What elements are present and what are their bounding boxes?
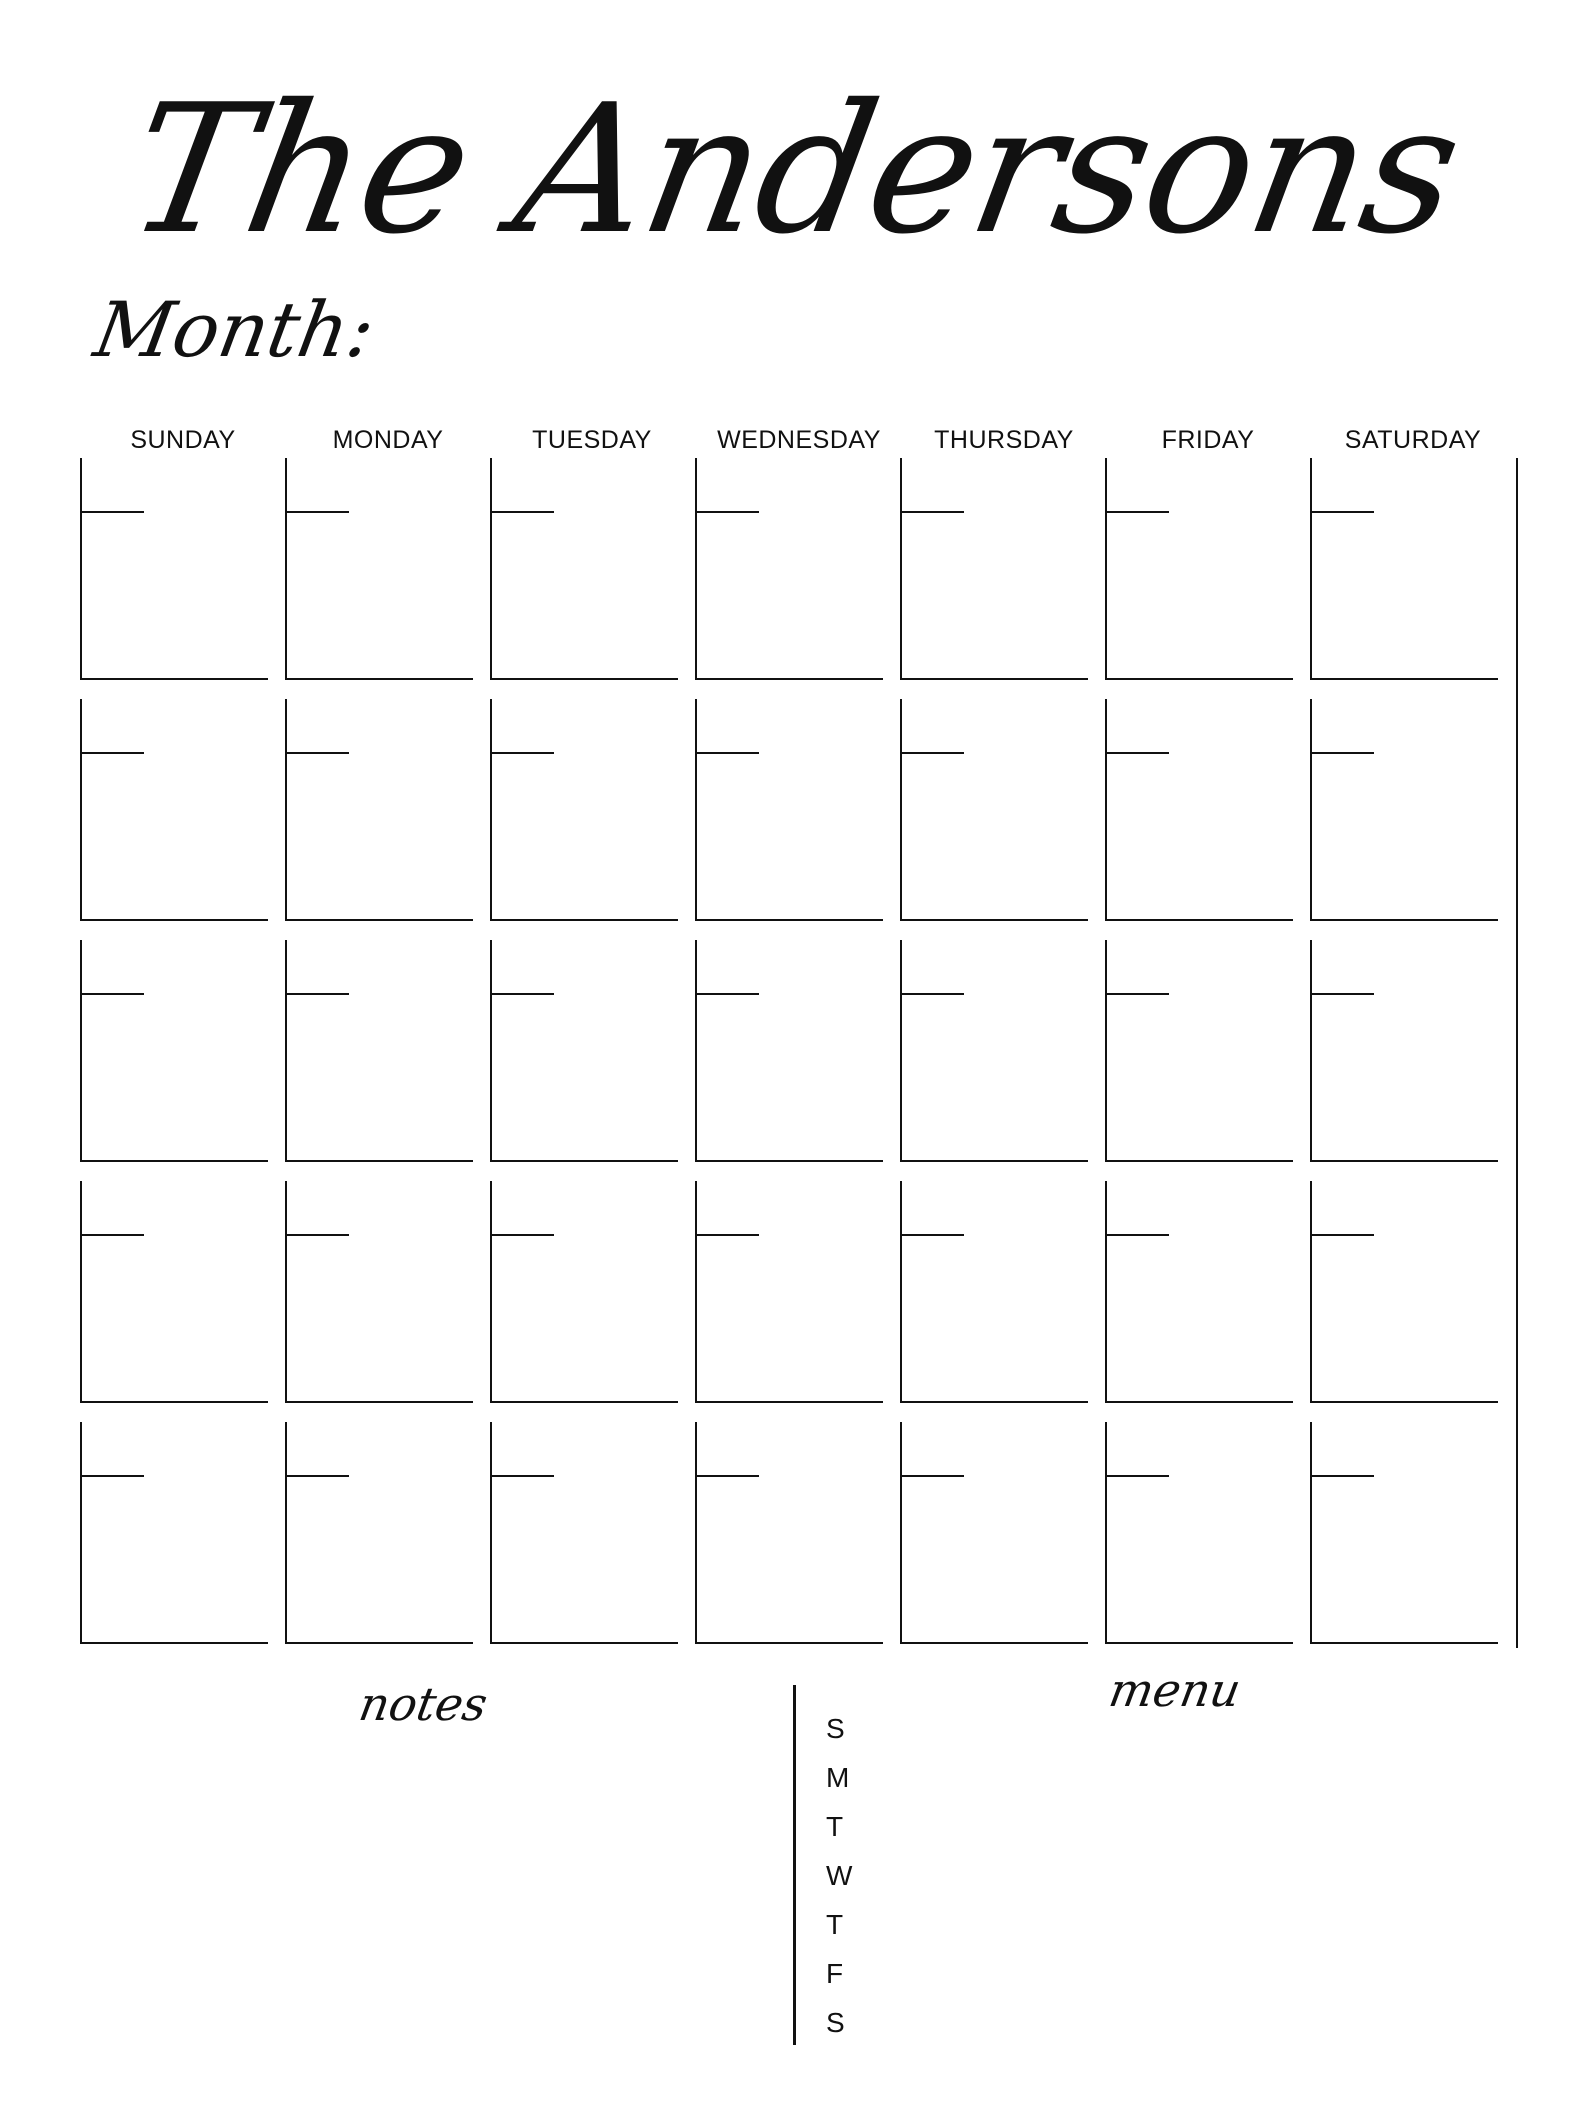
date-number-line: [902, 752, 964, 754]
date-number-line: [287, 1234, 349, 1236]
date-number-line: [492, 752, 554, 754]
day-cell: [80, 458, 268, 680]
day-cell: [1310, 1422, 1498, 1644]
date-number-line: [697, 511, 759, 513]
day-cell: [695, 699, 883, 921]
day-cell: [1105, 699, 1293, 921]
day-cell: [490, 699, 678, 921]
day-cell: [80, 1422, 268, 1644]
notes-label: notes: [355, 1677, 492, 1731]
day-cell: [285, 699, 473, 921]
date-number-line: [902, 511, 964, 513]
day-cell: [695, 458, 883, 680]
date-number-line: [1312, 752, 1374, 754]
date-number-line: [82, 1234, 144, 1236]
day-cell: [490, 458, 678, 680]
day-cell: [490, 1422, 678, 1644]
day-cell: [695, 1181, 883, 1403]
day-header-saturday: SATURDAY: [1344, 426, 1482, 454]
date-number-line: [82, 511, 144, 513]
day-cell: [695, 940, 883, 1162]
date-number-line: [492, 993, 554, 995]
date-number-line: [287, 993, 349, 995]
menu-day-thursday: T: [826, 1909, 844, 1940]
date-number-line: [697, 1475, 759, 1477]
calendar-right-rule: [1516, 458, 1518, 1648]
notes-menu-divider: [793, 1685, 796, 2045]
calendar-grid: [80, 458, 1520, 1658]
date-number-line: [902, 993, 964, 995]
menu-day-friday: F: [826, 1958, 844, 1989]
day-cell: [1105, 1181, 1293, 1403]
date-number-line: [492, 1475, 554, 1477]
date-number-line: [1312, 511, 1374, 513]
date-number-line: [1107, 511, 1169, 513]
day-cell: [1310, 1181, 1498, 1403]
date-number-line: [697, 993, 759, 995]
month-label: Month:: [88, 285, 382, 374]
date-number-line: [287, 752, 349, 754]
menu-day-saturday: S: [826, 2007, 845, 2038]
date-number-line: [697, 752, 759, 754]
day-cell: [490, 1181, 678, 1403]
day-cell: [80, 940, 268, 1162]
day-cell: [80, 1181, 268, 1403]
day-cell: [285, 940, 473, 1162]
date-number-line: [492, 511, 554, 513]
date-number-line: [287, 1475, 349, 1477]
day-cell: [900, 1422, 1088, 1644]
date-number-line: [1312, 1475, 1374, 1477]
date-number-line: [1312, 993, 1374, 995]
day-cell: [80, 699, 268, 921]
date-number-line: [902, 1475, 964, 1477]
date-number-line: [902, 1234, 964, 1236]
day-header-sunday: SUNDAY: [130, 426, 236, 454]
day-header-tuesday: TUESDAY: [532, 426, 652, 454]
day-cell: [1105, 940, 1293, 1162]
day-cell: [285, 458, 473, 680]
day-cell: [900, 1181, 1088, 1403]
day-cell: [900, 699, 1088, 921]
day-cell: [1310, 699, 1498, 921]
date-number-line: [1107, 1234, 1169, 1236]
date-number-line: [1107, 1475, 1169, 1477]
date-number-line: [492, 1234, 554, 1236]
day-header-friday: FRIDAY: [1161, 426, 1255, 454]
day-cell: [285, 1422, 473, 1644]
day-header-wednesday: WEDNESDAY: [717, 426, 881, 454]
menu-day-tuesday: T: [826, 1811, 844, 1842]
day-header-thursday: THURSDAY: [934, 426, 1074, 454]
date-number-line: [82, 993, 144, 995]
day-cell: [285, 1181, 473, 1403]
menu-day-wednesday: W: [826, 1860, 853, 1891]
menu-label: menu: [1105, 1663, 1245, 1717]
menu-day-sunday: S: [826, 1713, 845, 1744]
date-number-line: [1312, 1234, 1374, 1236]
day-cell: [900, 940, 1088, 1162]
menu-day-list: [826, 1704, 866, 2047]
day-headers: [80, 420, 1510, 460]
day-cell: [695, 1422, 883, 1644]
day-cell: [490, 940, 678, 1162]
date-number-line: [287, 511, 349, 513]
day-cell: [1310, 940, 1498, 1162]
date-number-line: [697, 1234, 759, 1236]
menu-day-monday: M: [826, 1762, 850, 1793]
day-cell: [1310, 458, 1498, 680]
date-number-line: [82, 1475, 144, 1477]
date-number-line: [1107, 752, 1169, 754]
date-number-line: [1107, 993, 1169, 995]
day-cell: [1105, 458, 1293, 680]
family-title: The Andersons: [115, 66, 1474, 273]
day-cell: [900, 458, 1088, 680]
day-header-monday: MONDAY: [332, 426, 444, 454]
day-cell: [1105, 1422, 1293, 1644]
date-number-line: [82, 752, 144, 754]
